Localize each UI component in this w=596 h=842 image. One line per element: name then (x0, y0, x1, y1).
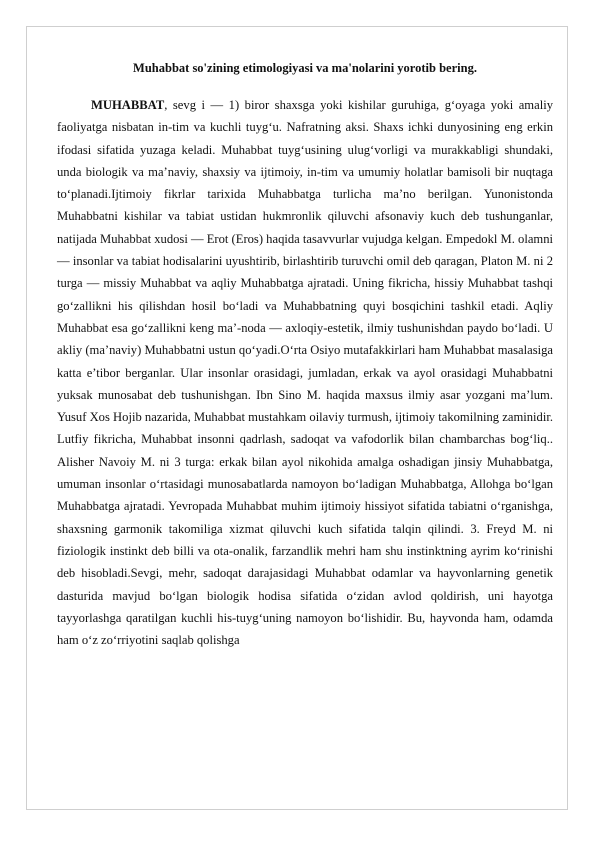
body-paragraph (57, 94, 553, 651)
lead-word: MUHABBAT (91, 98, 165, 112)
body-text: , sevg i — 1) biror shaxsga yoki kishilar guruhiga, g‘oyaga yoki amaliy faoliyatga nisbatan in-tim va kuchli tuyg‘u. Nafratning aksi. Shaxs ichki dunyosining eng erkin ifodasi sifatida yuzaga keladi. Muhabbat tuyg‘usining ulug‘vorligi va murakkabligi shundaki, unda biologik va ma’naviy, shaxsiy va ijtimoiy, in-tim va umumiy holatlar bamisoli bir nuqtaga to‘planadi.Ijtimoiy fikrlar tarixida Muhabbatga turlicha ma’no berilgan. Yunonistonda Muhabbatni kishilar va tabiat ustidan hukmronlik qiluvchi afsonaviy kuch deb tushunganlar, natijada Muhabbat xudosi — Erot (Eros) haqida tasavvurlar vujudga kelgan. Empedokl M. olamni — insonlar va tabiat hodisalarini uyushtirib, birlashtirib turuvchi omil deb qaragan, Platon M. ni 2 turga — missiy Muhabbat va aqliy Muhabbatga ajratadi. Uning fikricha, hissiy Muhabbat tashqi go‘zallikni his qilishdan hosil bo‘ladi va Muhabbatning quyi bosqichini tashkil etadi. Aqliy Muhabbat esa go‘zallikni keng ma’-noda — axloqiy-estetik, ilmiy tushunishdan paydo bo‘ladi. U akliy (ma’naviy) Muhabbatni ustun qo‘yadi.O‘rta Osiyo mutafakkirlari ham Muhabbat masalasiga katta e’tibor berganlar. Ular insonlar orasidagi, jumladan, erkak va ayol orasidagi Muhabbatni yuksak munosabat deb tushunishgan. Ibn Sino M. haqida maxsus ilmiy asar yozgani ma’lum. Yusuf Xos Hojib nazarida, Muhabbat mustahkam oilaviy turmush, ijtimoiy takomilning zaminidir. Lutfiy fikricha, Muhabbat insonni qadrlash, sadoqat va vafodorlik bilan chambarchas bog‘liq.. Alisher Navoiy M. ni 3 turga: erkak bilan ayol nikohida amalga oshadigan jinsiy Muhabbatga, umuman insonlar o‘rtasidagi munosabatlarda namoyon bo‘ladigan Muhabbatga, Allohga bo‘lgan Muhabbatga ajratadi. Yevropada Muhabbat muhim ijtimoiy hissiyot sifatida tabiatni o‘rganishga, shaxsning garmonik takomiliga xizmat qiluvchi kuch sifatida talqin qilindi. 3. Freyd M. ni fiziologik instinkt deb billi va ota-onalik, farzandlik mehri ham shu instinktning ayrim ko‘rinishi deb hisobladi.Sevgi, mehr, sadoqat darajasidagi Muhabbat odamlar va hayvonlarning genetik dasturida mavjud bo‘lgan biologik hodisa sifatida o‘zidan avlod qoldirish, uni hayotga tayyorlashga qaratilgan kuchli his-tuyg‘uning namoyon bo‘lishidir. Bu, hayvonda ham, odamda ham o‘z zo‘rriyotini saqlab qolishga (57, 98, 553, 648)
document-content (57, 60, 553, 651)
document-title: Muhabbat so'zining etimologiyasi va ma'nolarini yorotib bering. (133, 61, 477, 75)
